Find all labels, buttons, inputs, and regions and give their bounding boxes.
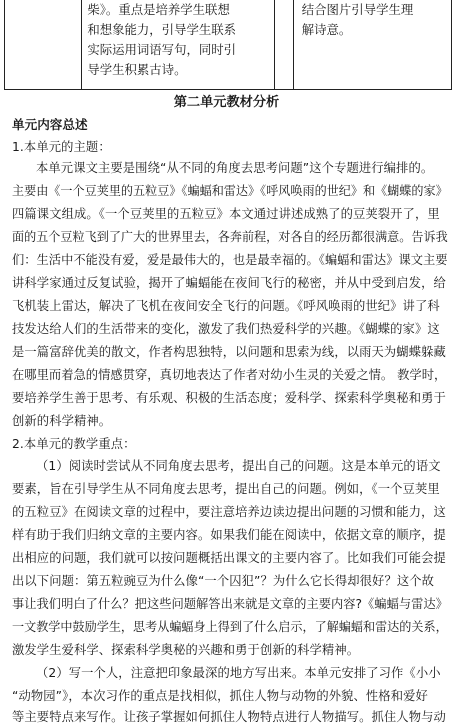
overview-heading: 单元内容总述: [12, 117, 88, 132]
paragraph-line: 创新的科学精神。: [12, 414, 112, 428]
paragraph-line: 四篇课文组成。《一个豆荚里的五粒豆》本文通过讲述成熟了的豆荚裂开了，里: [12, 207, 440, 221]
paragraph-line: 要培养学生善于思考、有乐观、积极的生活态度；爱科学、探索科学奥秘和勇于: [12, 391, 446, 405]
table-text-line: 导学生积累古诗。: [87, 62, 187, 77]
paragraph-line: 事让我们明白了什么？把这些问题解答出来就是文章的主要内容?《蝙蝠与雷达》: [12, 597, 448, 611]
table-cell-blank-left: [5, 0, 82, 90]
paragraph-line: 讲科学家通过反复试验，揭开了蝙蝠能在夜间飞行的秘密，并从中受到启发，给: [12, 276, 446, 290]
paragraph-line: 们：生活中不能没有爱，爱是最伟大的，也是最幸福的。《蝙蝠和雷达》课文主要: [12, 253, 448, 267]
paragraph-line: 本单元课文主要是围绕“从不同的角度去思考问题”这个专题进行编排的。: [36, 161, 434, 175]
table-text-line: 解诗意。: [301, 22, 352, 37]
paragraph-line: （1）阅读时尝试从不同角度去思考，提出自己的问题。这是本单元的语文: [36, 459, 441, 473]
paragraph-line: 要素，旨在引导学生从不同角度去思考，提出自己的问题。例如，《一个豆荚里: [12, 482, 440, 496]
paragraph-line: 出相应的问题，我们就可以按问题概括出课文的主要内容了。比如我们可能会提: [12, 551, 446, 565]
continued-lesson-table: [4, 0, 452, 90]
paragraph-line: 激发学生爱科学、探索科学奥秘的兴趣和勇于创新的科学精神。: [12, 643, 360, 657]
paragraph-line: 面的五个豆粒飞到了广大的世界里去，各奔前程，对各自的经历都很满意。告诉我: [12, 230, 448, 244]
theme-label: 1.本单元的主题：: [12, 140, 111, 154]
table-text-line: 柴》。重点是培养学生联想: [87, 2, 230, 17]
table-text-line: 和想象能力，引导学生联系: [87, 22, 237, 37]
paragraph-line: 一文教学中鼓励学生，思考从蝙蝠身上得到了什么启示，了解蝙蝠和雷达的关系，: [12, 620, 448, 634]
table-cell-focus-text: [82, 0, 274, 90]
table-text-line: 实际运用词语写句，同时引: [87, 42, 237, 57]
paragraph-line: 出以下问题：第五粒豌豆为什么像“一个囚犯”？为什么它长得却很好？这个故: [12, 574, 435, 588]
paragraph-line: 飞机装上雷达，解决了飞机在夜间安全飞行的问题。《呼风唤雨的世纪》讲了科: [12, 299, 440, 313]
table-cell-blank-narrow: [274, 0, 293, 90]
paragraph-line: （2）写一个人，注意把印象最深的地方写出来。本单元安排了习作《小小: [36, 666, 441, 680]
paragraph-line: 的五粒豆》在阅读文章的过程中，要注意培养边读边提出问题的习惯和能力，这: [12, 505, 446, 519]
table-text-line: 结合图片引导学生理: [301, 2, 414, 17]
paragraph-line: 技发达给人们的生活带来的变化，激发了我们热爱科学的兴趣。《蝴蝶的家》这: [12, 322, 440, 336]
paragraph-line: 是一篇富辞优美的散文，作者构思独特，以问题和思索为线，以雨天为蝴蝶躲藏: [12, 345, 446, 359]
paragraph-line: 样有助于我们归纳文章的主要内容。如果我们能在阅读中，依据文章的顺序，提: [12, 528, 446, 542]
section-title: 第二单元教材分析: [173, 95, 280, 110]
paragraph-line: “动物园”》，本次习作的重点是找相似，抓住人物与动物的外貌、性格和爱好: [12, 689, 428, 703]
table-cell-method-text: [293, 0, 451, 90]
focus-label: 2.本单元的教学重点：: [12, 437, 136, 451]
paragraph-line: 在哪里而着急的情感贯穿，真切地表达了作者对幼小生灵的关爱之情。 教学时，: [12, 368, 447, 382]
paragraph-line: 主要由《一个豆荚里的五粒豆》《蝙蝠和雷达》《呼风唤雨的世纪》和《蝴蝶的家》: [12, 184, 448, 198]
paragraph-line: 等主要特点来写作。让孩子掌握如何抓住人物特点进行人物描写。抓住人物与动: [12, 710, 446, 724]
